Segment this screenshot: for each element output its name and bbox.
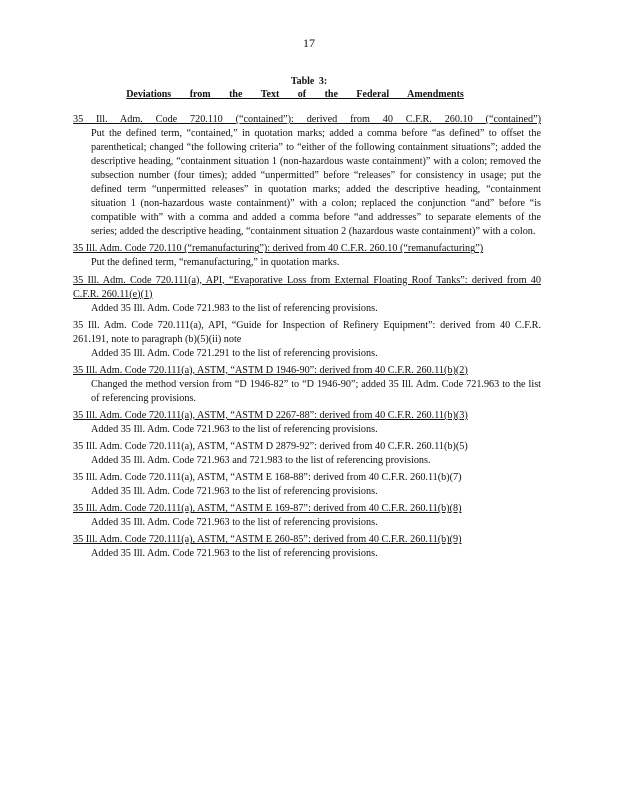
entry-astm-d1946 [73, 364, 541, 406]
entry-remanufacturing [73, 242, 541, 270]
table-subtitle: Deviations from the Text of the Federal Amendments [126, 89, 464, 100]
entry-description: Changed the method version from “D 1946-82” to “D 1946-90”; added 35 Ill. Adm. Code 721.963 to the list of referencing provisions. [91, 378, 541, 404]
entry-description: Added 35 Ill. Adm. Code 721.963 to the list of referencing provisions. [91, 486, 378, 498]
table-caption [0, 75, 618, 101]
entry-citation: 35 Ill. Adm. Code 720.111(a), API, “Guide for Inspection of Refinery Equipment”: derived from 40 C.F.R. 261.191, note to paragraph (b)(5)(ii) note [73, 319, 541, 345]
entry-description: Added 35 Ill. Adm. Code 721.963 to the list of referencing provisions. [91, 423, 378, 435]
entry-citation: 35 Ill. Adm. Code 720.111(a), ASTM, “ASTM E 168-88”: derived from 40 C.F.R. 260.11(b)(7) [73, 472, 462, 484]
entry-citation: 35 Ill. Adm. Code 720.111(a), ASTM, “ASTM D 2879-92”: derived from 40 C.F.R. 260.11(b)(5) [73, 441, 468, 453]
entry-description: Put the defined term, “remanufacturing,” in quotation marks. [91, 257, 340, 269]
entry-description: Put the defined term, “contained,” in quotation marks; added a comma before “as defined” to offset the parenthetical; changed “the following criteria” to “either of the following containment situations”; added the descriptive heading, “containment situation 1 (non-hazardous waste containment)” with a colon; removed the subsection number (four times); added “unpermitted” before “releases” for consistency in usage; put the defined term “unpermitted releases” in quotation marks; added the descriptive heading, “containment situation 1 (non-hazardous waste containment)” with a colon; replaced the conjunction “and” before “is compatible with” with a comma and added a comma before “and addresses” to separate elements of the series; added the descriptive heading, “containment situation 2 (hazardous waste containment)” with a colon. [91, 128, 541, 238]
entry-citation: 35 Ill. Adm. Code 720.111(a), API, “Evaporative Loss from External Floating Roof Tanks”: derived from 40 C.F.R. 260.11(e)(1) [73, 274, 541, 300]
entry-citation: 35 Ill. Adm. Code 720.111(a), ASTM, “ASTM D 2267-88”: derived from 40 C.F.R. 260.11(b)(3) [73, 409, 468, 421]
page-number: 17 [303, 36, 315, 50]
entry-contained [73, 113, 541, 239]
entry-description: Added 35 Ill. Adm. Code 721.291 to the list of referencing provisions. [91, 347, 378, 359]
entry-citation: 35 Ill. Adm. Code 720.110 (“contained”): derived from 40 C.F.R. 260.10 (“contained”) [73, 114, 541, 125]
entry-citation: 35 Ill. Adm. Code 720.110 (“remanufacturing”): derived from 40 C.F.R. 260.10 (“remanufacturing”) [73, 243, 484, 255]
entry-description: Added 35 Ill. Adm. Code 721.983 to the list of referencing provisions. [91, 302, 378, 314]
entry-astm-d2879 [73, 440, 541, 468]
entry-citation: 35 Ill. Adm. Code 720.111(a), ASTM, “ASTM D 1946-90”: derived from 40 C.F.R. 260.11(b)(2) [73, 364, 468, 376]
table-title: Table 3: [290, 76, 328, 87]
entry-description: Added 35 Ill. Adm. Code 721.963 and 721.983 to the list of referencing provisions. [91, 455, 431, 467]
entry-api-evaporative-loss [73, 274, 541, 316]
entry-api-refinery-guide [73, 319, 541, 361]
deviation-entries [73, 113, 541, 564]
entry-astm-e169 [73, 502, 541, 530]
entry-description: Added 35 Ill. Adm. Code 721.963 to the list of referencing provisions. [91, 517, 378, 529]
entry-astm-e168 [73, 471, 541, 499]
entry-astm-d2267 [73, 409, 541, 437]
entry-astm-e260 [73, 533, 541, 561]
entry-citation: 35 Ill. Adm. Code 720.111(a), ASTM, “ASTM E 260-85”: derived from 40 C.F.R. 260.11(b)(9) [73, 534, 462, 546]
entry-description: Added 35 Ill. Adm. Code 721.963 to the list of referencing provisions. [91, 548, 378, 560]
entry-citation: 35 Ill. Adm. Code 720.111(a), ASTM, “ASTM E 169-87”: derived from 40 C.F.R. 260.11(b)(8) [73, 503, 462, 515]
